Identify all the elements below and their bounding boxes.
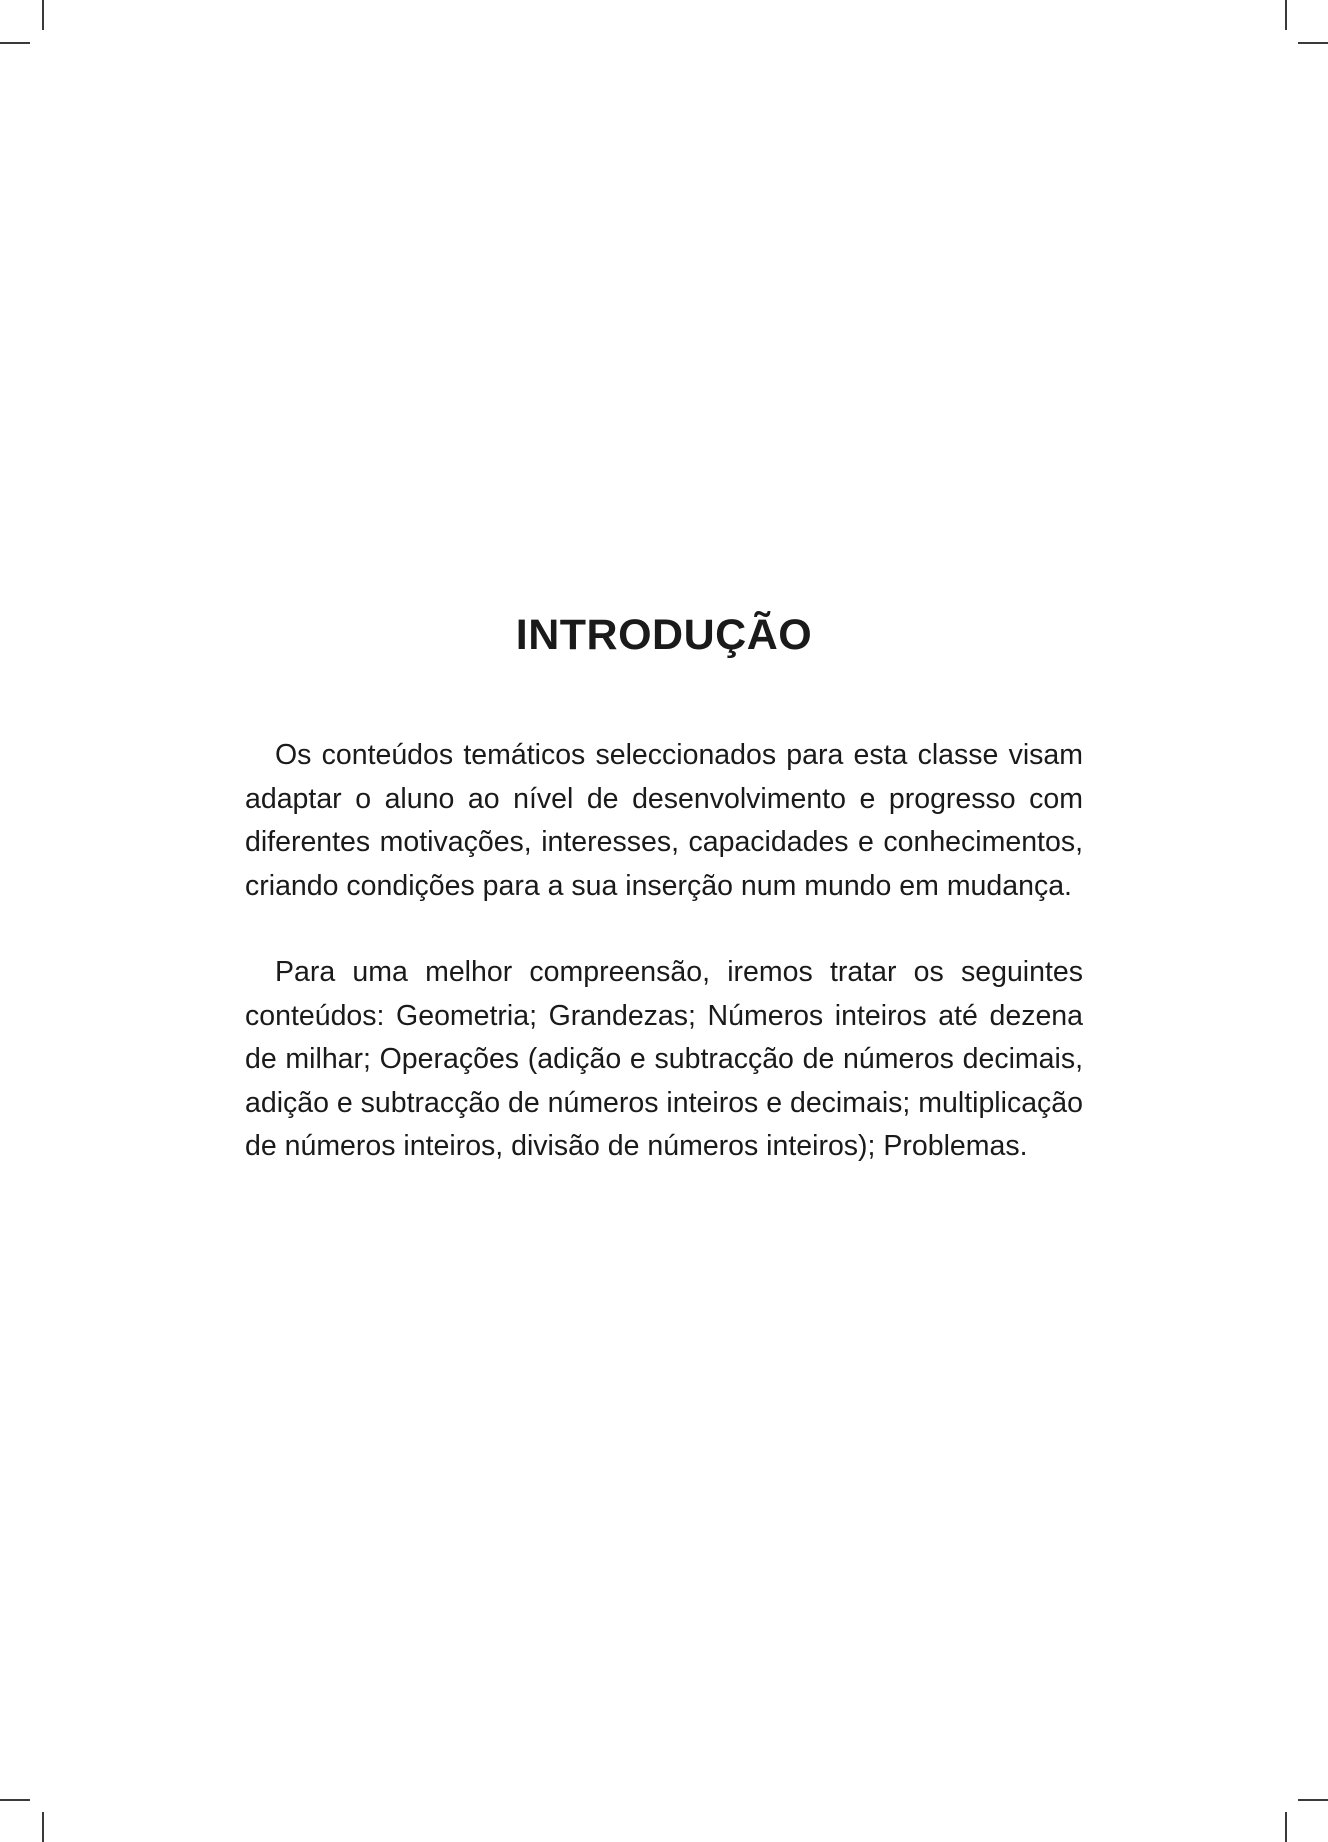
paragraph-intro: Os conteúdos temáticos seleccionados para esta classe visam adaptar o aluno ao nível de desenvolvimento e progresso com diferentes motivações, interesses, capacidades e conhecimentos, criando condições para a sua inserção num mundo em mudança. — [245, 739, 1083, 902]
crop-mark-bottom-right-horizontal — [1298, 1799, 1328, 1801]
crop-mark-top-right-vertical — [1285, 0, 1287, 30]
crop-mark-bottom-left-horizontal — [0, 1799, 30, 1801]
crop-mark-bottom-left-vertical — [42, 1812, 44, 1842]
crop-mark-bottom-right-vertical — [1285, 1812, 1287, 1842]
crop-mark-top-left-horizontal — [0, 42, 30, 44]
page-title: INTRODUÇÃO — [515, 610, 813, 659]
crop-mark-top-right-horizontal — [1298, 42, 1328, 44]
crop-mark-top-left-vertical — [42, 0, 44, 30]
paragraph-contents: Para uma melhor compreensão, iremos tratar os seguintes conteúdos: Geometria; Grandezas; Números inteiros até dezena de milhar; Operações (adição e subtracção de números decimais, adição e subtracção de números inteiros e decimais; multiplicação de números inteiros, divisão de números inteiros); Problemas. — [245, 956, 1084, 1162]
body-text — [245, 734, 1083, 1169]
